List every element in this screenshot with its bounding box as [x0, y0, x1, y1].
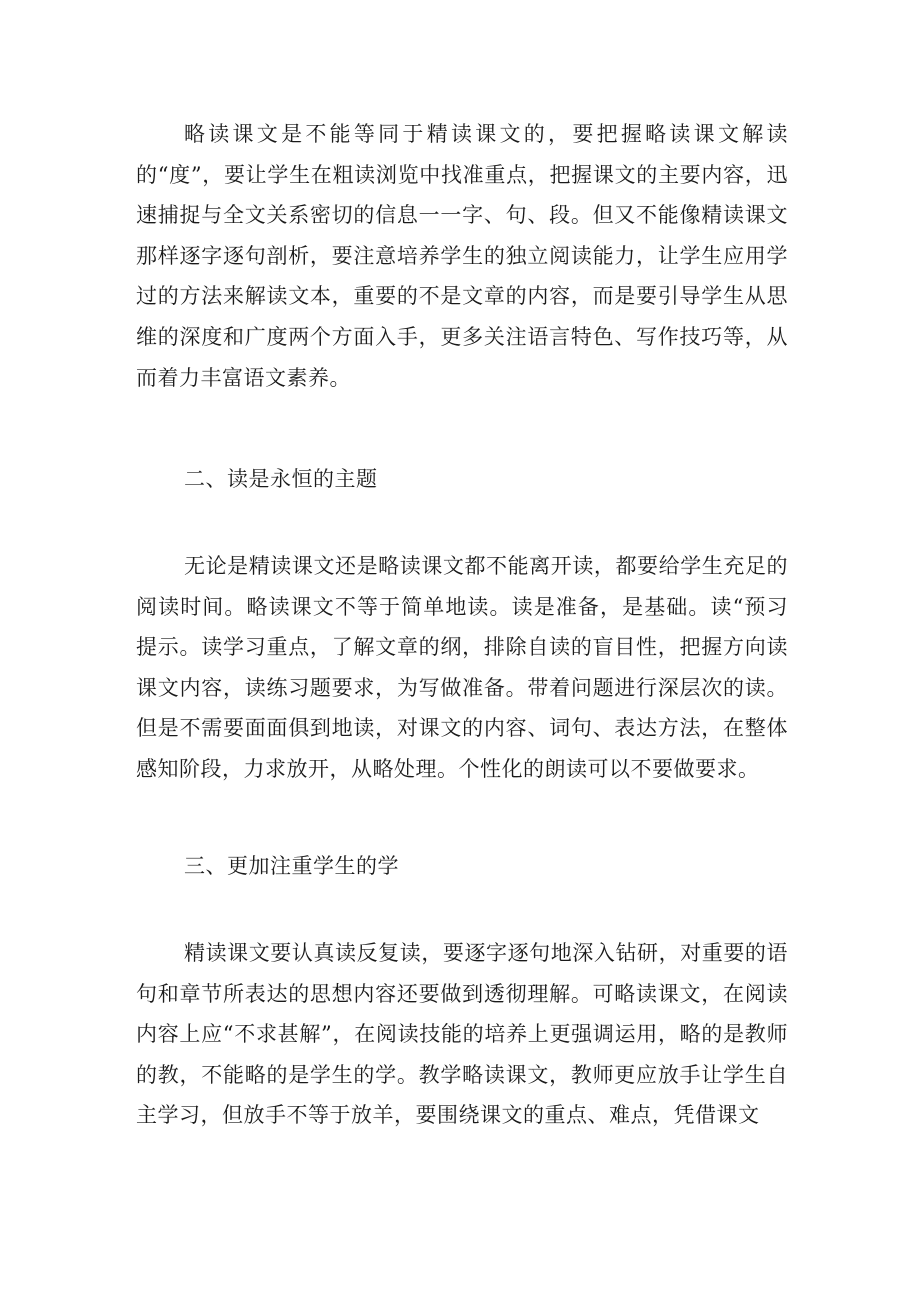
section-heading: 二、读是永恒的主题 — [184, 467, 378, 491]
body-paragraph: 精读课文要认真读反复读，要逐字逐句地深入钻研，对重要的语句和章节所表达的思想内容还要做到透彻理解。可略读课文，在阅读内容上应“不求甚解”，在阅读技能的培养上更强调运用，略的是教师的教，不能略的是学生的学。教学略读课文，教师更应放手让学生自主学习，但放手不等于放羊，要围绕课文的重点、难点，凭借课文 — [136, 941, 788, 1128]
section-heading: 三、更加注重学生的学 — [184, 854, 399, 878]
body-paragraph: 略读课文是不能等同于精读课文的，要把握略读课文解读的“度”，要让学生在粗读浏览中找准重点，把握课文的主要内容，迅速捕捉与全文关系密切的信息一一字、句、段。但又不能像精读课文那样逐字逐句剖析，要注意培养学生的独立阅读能力，让学生应用学过的方法来解读文本，重要的不是文章的内容，而是要引导学生从思维的深度和广度两个方面入手，更多关注语言特色、写作技巧等，从而着力丰富语文素养。 — [136, 122, 788, 390]
body-paragraph: 无论是精读课文还是略读课文都不能离开读，都要给学生充足的阅读时间。略读课文不等于简单地读。读是准备，是基础。读“预习提示。读学习重点，了解文章的纲，排除自读的盲目性，把握方向读课文内容，读练习题要求，为写做准备。带着问题进行深层次的读。但是不需要面面俱到地读，对课文的内容、词句、表达方法，在整体感知阶段，力求放开，从略处理。个性化的朗读可以不要做要求。 — [136, 554, 788, 781]
